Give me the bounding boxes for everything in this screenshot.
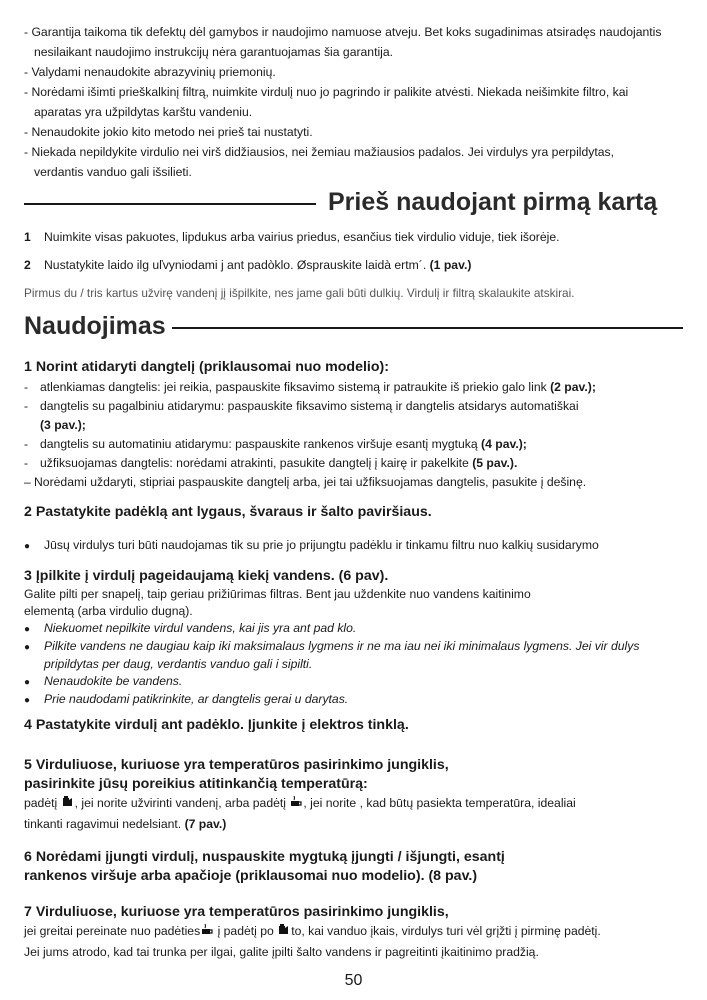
bullet-dot-icon: ●: [24, 541, 31, 552]
usage-step-1: [24, 358, 684, 492]
usage-step-2-title: 2 Pastatykite padėklą ant lygaus, švaraus ir šalto paviršiaus.: [24, 504, 432, 520]
step-1-text: Nuimkite visas pakuotes, lipdukus arba vairius priedus, esančius tiek virdulio viduje, tiek išorėje.: [44, 230, 560, 244]
warning-2: - Valydami nenaudokite abrazyvinių priemonių.: [24, 65, 276, 79]
step-2-number: 2: [24, 258, 31, 272]
kettle-icon: [277, 923, 291, 943]
before-first-use-step-2: [24, 256, 684, 275]
usage-heading: Naudojimas: [24, 312, 166, 340]
warning-5-line-2: verdantis vanduo gali išsilieti.: [34, 165, 192, 179]
step-1-number: 1: [24, 230, 31, 244]
usage-step-2-bullet: [24, 536, 684, 556]
before-first-use-heading: Prieš naudojant pirmą kartą: [328, 188, 658, 216]
usage-step-5-title-line-2: pasirinkite jūsų poreikius atitinkančią temperatūrą:: [24, 776, 368, 792]
bullet-dot-icon: ●: [24, 624, 31, 635]
usage-step-6: [24, 848, 684, 886]
lid-item-5: – Norėdami uždaryti, stipriai paspauskite dangtelį arba, jei tai užfiksuojamas dangtelis, pasukite į dešinę.: [24, 475, 587, 489]
usage-step-7: [24, 903, 684, 962]
step-3-line-1: Galite pilti per snapelį, taip geriau prižiūrimas filtras. Bent jau uždenkite nuo vandens kaitinimo: [24, 587, 531, 601]
step-2-figure-ref: (1 pav.): [429, 258, 472, 272]
step-3-line-2: elementą (arba virdulio dugną).: [24, 604, 193, 618]
usage-step-5-title-line-1: 5 Virduliuose, kuriuose yra temperatūros pasirinkimo jungiklis,: [24, 757, 449, 773]
before-first-use-steps: [24, 228, 684, 247]
usage-step-3: [24, 567, 684, 709]
lid-item-3: - dangtelis su automatiniu atidarymu: paspauskite rankenos viršuje esantį mygtuką (4 pav.);: [24, 437, 527, 451]
step-3-bullet-1: ● Niekuomet nepilkite virdul vandens, kai jis yra ant pad klo.: [24, 620, 684, 638]
usage-step-4-title: 4 Pastatykite virdulį ant padėklo. Įjunkite į elektros tinklą.: [24, 717, 409, 733]
usage-step-6-title-line-1: 6 Norėdami įjungti virdulį, nuspauskite mygtuką įjungti / išjungti, esantį: [24, 849, 505, 865]
first-use-note-text: Pirmus du / tris kartus užvirę vandenį jį išpilkite, nes jame gali būti dulkių. Virdulį ir filtrą skalaukite atskirai.: [24, 286, 575, 300]
bullet-dot-icon: ●: [24, 642, 31, 653]
cup-icon: [289, 795, 303, 815]
bullet-dot-icon: ●: [24, 677, 31, 688]
usage-step-6-title-line-2: rankenos viršuje arba apačioje (priklausomai nuo modelio). (8 pav.): [24, 868, 478, 884]
step-3-bullet-4: ● Prie naudodami patikrinkite, ar dangtelis gerai u darytas.: [24, 691, 684, 709]
first-use-note: [24, 284, 684, 303]
usage-step-5: [24, 756, 684, 834]
step-7-line-1: jei greitai pereinate nuo padėties į padėtį po to, kai vanduo įkais, virdulys turi vėl grįžti į pirminę padėtį.: [24, 922, 684, 943]
usage-step-3-title: 3 Įpilkite į virdulį pageidaujamą kiekį vandens. (6 pav).: [24, 568, 389, 584]
usage-step-4: [24, 716, 684, 735]
step-7-line-2: Jei jums atrodo, kad tai trunka per ilgai, galite įpilti šalto vandens ir pagreitinti įkaitinimo pradžią.: [24, 945, 539, 959]
usage-step-7-title: 7 Virduliuose, kuriuose yra temperatūros pasirinkimo jungiklis,: [24, 904, 449, 920]
step-5-line-1: padėtį , jei norite užvirinti vandenį, arba padėtį , jei norite , kad būtų pasiekta temperatūra, idealiai: [24, 794, 684, 815]
warning-3-line-2: aparatas yra užpildytas karštu vandeniu.: [34, 105, 253, 119]
warning-1-line-2: nesilaikant naudojimo instrukcijų nėra garantuojamas šia garantija.: [34, 45, 394, 59]
bullet-dot-icon: ●: [24, 695, 31, 706]
warnings-list: [24, 22, 684, 182]
lid-item-1: - atlenkiamas dangtelis: jei reikia, paspauskite fiksavimo sistemą ir patraukite iš priekio galo link (2 pav.);: [24, 380, 596, 394]
step-2-text: Nustatykite laido ilg uľvyniodami j ant padòklo. Øsprauskite laidà ertm´.: [44, 258, 427, 272]
step-3-bullet-2-cont: pripildytas per daug, verdantis vanduo gali i sipilti.: [44, 657, 313, 671]
lid-item-2-cont: (3 pav.);: [40, 418, 86, 432]
step-2: [24, 256, 684, 275]
step-5-line-2: tinkanti ragavimui nedelsiant. (7 pav.): [24, 817, 227, 831]
page-number: 50: [344, 972, 363, 989]
heading-rule-left: [24, 203, 316, 205]
warning-5-line-1: - Niekada nepildykite virdulio nei virš didžiausios, nei žemiau mažiausios padalos. Jei virdulys yra perpildytas,: [24, 145, 615, 159]
warning-3-line-1: - Norėdami išimti prieškalkinį filtrą, nuimkite virdulį nuo jo pagrindo ir palikite atvėsti. Niekada neišimkite filtro, kai: [24, 85, 629, 99]
lid-item-2: - dangtelis su pagalbiniu atidarymu: paspauskite fiksavimo sistemą ir dangtelis atsidarys automatiškai: [24, 399, 579, 413]
warning-1-line-1: - Garantija taikoma tik defektų dėl gamybos ir naudojimo namuose atveju. Bet koks sugadinimas atsiradęs naudojantis: [24, 25, 662, 39]
usage-step-2: [24, 503, 684, 522]
kettle-icon: [61, 795, 75, 815]
tray-filter-note: Jūsų virdulys turi būti naudojamas tik su prie jo prijungtu padėklu ir tinkamu filtru nuo kalkių susidarymo: [44, 538, 599, 552]
cup-icon: [200, 923, 214, 943]
lid-item-4: - užfiksuojamas dangtelis: norėdami atrakinti, pasukite dangtelį į kairę ir pakelkite (5 pav.).: [24, 456, 518, 470]
step-3-bullet-3: ● Nenaudokite be vandens.: [24, 673, 684, 691]
step-3-bullet-2: ● Pilkite vandens ne daugiau kaip iki maksimalaus lygmens ir ne ma iau nei iki minimalaus lygmens. Jei vir dulys: [24, 638, 684, 656]
warning-4: - Nenaudokite jokio kito metodo nei prieš tai nustatyti.: [24, 125, 313, 139]
step-1: [24, 228, 684, 247]
heading-rule-right: [172, 327, 683, 329]
usage-step-1-title: 1 Norint atidaryti dangtelį (priklausomai nuo modelio):: [24, 359, 389, 375]
